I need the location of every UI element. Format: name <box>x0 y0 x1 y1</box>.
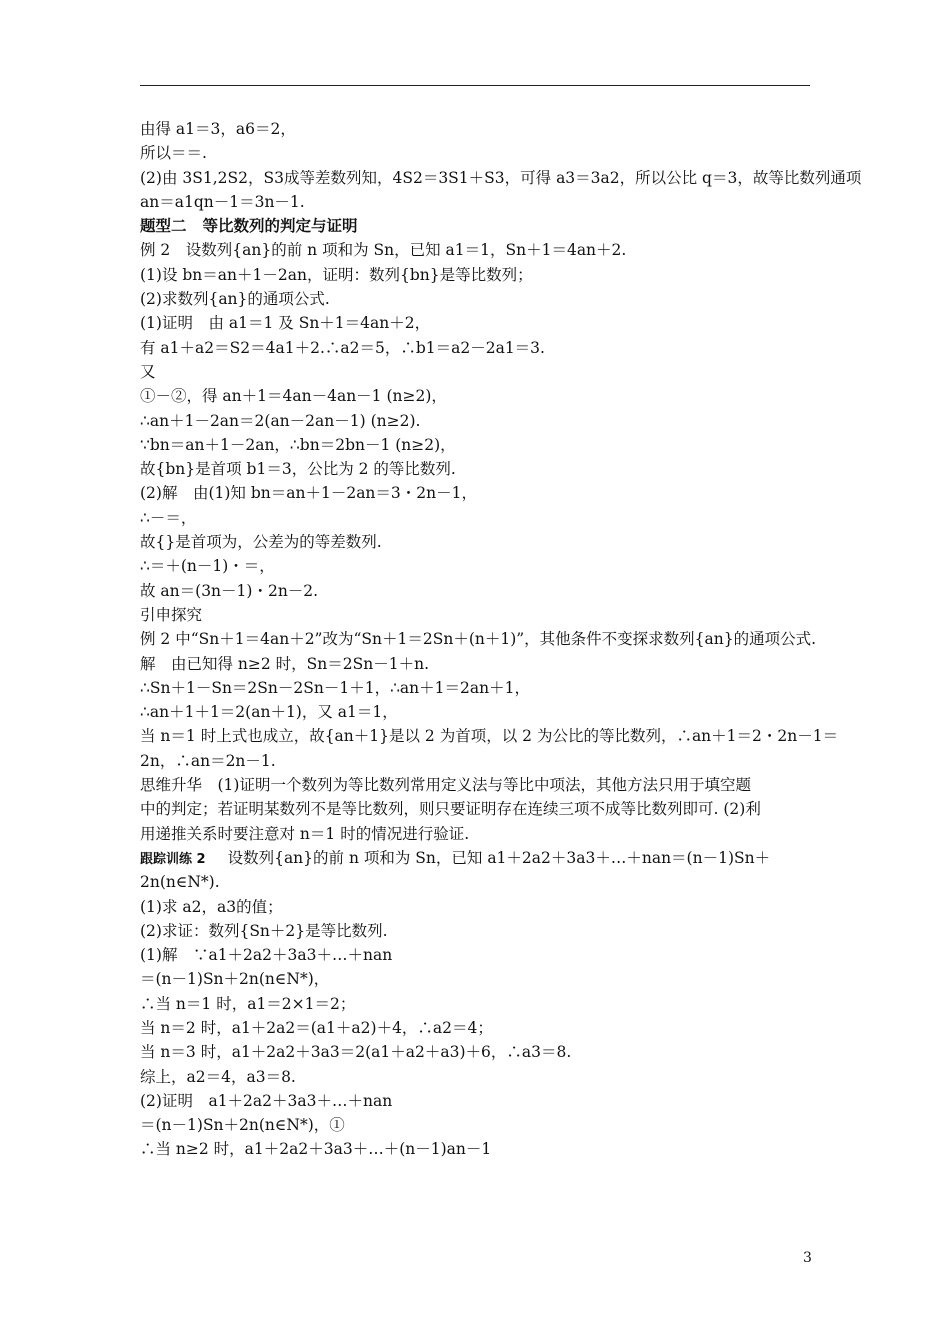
section-title: 等比数列的判定与证明 <box>202 216 358 236</box>
text-line: (2)求证：数列{Sn＋2}是等比数列. <box>140 921 388 940</box>
text-line: ＝(n－1)Sn＋2n(n∈N*)， <box>140 970 330 989</box>
text-line: ∴＝＋(n－1)・＝， <box>140 557 275 576</box>
text-line: ∴an＋1－2an＝2(an－2an－1) (n≥2). <box>140 411 421 430</box>
text-line: ∴－＝， <box>140 508 197 527</box>
text-line: 解 由已知得 n≥2 时，Sn＝2Sn－1＋n. <box>140 654 430 673</box>
text-line: (1)求 a2，a3的值； <box>140 897 283 916</box>
text-line: 例 2 中“Sn＋1＝4an＋2”改为“Sn＋1＝2Sn＋(n＋1)”，其他条件不变探求数列{an}的通项公式. <box>140 630 817 649</box>
text-line: 用递推关系时要注意对 n＝1 时的情况进行验证. <box>140 824 470 843</box>
text-line: 有 a1＋a2＝S2＝4a1＋2.∴a2＝5，∴b1＝a2－2a1＝3. <box>140 338 545 357</box>
text-line: 当 n＝1 时上式也成立，故{an＋1}是以 2 为首项，以 2 为公比的等比数列，∴an＋1＝2・2n－1＝ <box>140 727 839 746</box>
text-line: 所以＝＝. <box>140 144 207 163</box>
text-line: 又 <box>140 362 156 381</box>
text-line: ∴当 n≥2 时，a1＋2a2＋3a3＋…＋(n－1)an－1 <box>140 1140 492 1159</box>
text-line: 故{bn}是首项 b1＝3，公比为 2 的等比数列. <box>140 460 456 479</box>
text-line: 引申探究 <box>140 605 203 624</box>
text-line: (2)由 3S1,2S2，S3成等差数列知，4S2＝3S1＋S3，可得 a3＝3a2，所以公比 q＝3，故等比数列通项 <box>140 168 862 187</box>
text-line: ①－②，得 an＋1＝4an－4an－1 (n≥2)， <box>140 387 447 406</box>
text-line: 综上，a2＝4，a3＝8. <box>140 1067 296 1086</box>
text-line: 思维升华 (1)证明一个数列为等比数列常用定义法与等比中项法，其他方法只用于填空题 <box>140 776 751 795</box>
text-line: 当 n＝3 时，a1＋2a2＋3a3＝2(a1＋a2＋a3)＋6，∴a3＝8. <box>140 1043 572 1062</box>
text-line: ∴an＋1＋1＝2(an＋1)，又 a1＝1， <box>140 703 398 722</box>
text-line: (2)证明 a1＋2a2＋3a3＋…＋nan <box>140 1091 393 1110</box>
text-line: ∴当 n＝1 时，a1＝2×1＝2； <box>140 994 356 1013</box>
section-label: 题型二 <box>140 216 187 236</box>
text-line: 当 n＝2 时，a1＋2a2＝(a1＋a2)＋4，∴a2＝4； <box>140 1018 493 1037</box>
page-number: 3 <box>803 1250 812 1266</box>
text-line: ∴Sn＋1－Sn＝2Sn－2Sn－1＋1，∴an＋1＝2an＋1， <box>140 678 530 697</box>
text-line: ∵bn＝an＋1－2an，∴bn＝2bn－1 (n≥2)， <box>140 435 456 454</box>
text-line: 由得 a1＝3，a6＝2， <box>140 120 296 138</box>
text-line: (1)设 bn＝an＋1－2an，证明：数列{bn}是等比数列； <box>140 265 533 284</box>
text-line: (1)解 ∵a1＋2a2＋3a3＋…＋nan <box>140 946 393 965</box>
text-line: 2n(n∈N*). <box>140 873 220 892</box>
document-body <box>140 117 862 1162</box>
text-line: an＝a1qn－1＝3n－1. <box>140 192 305 211</box>
training-text: 设数列{an}的前 n 项和为 Sn，已知 a1＋2a2＋3a3＋…＋nan＝(n－1)Sn＋ <box>227 848 771 867</box>
text-line: (2)解 由(1)知 bn＝an＋1－2an＝3・2n－1， <box>140 484 477 503</box>
text-line: 2n，∴an＝2n－1. <box>140 751 276 770</box>
text-line: 中的判定；若证明某数列不是等比数列，则只要证明存在连续三项不成等比数列即可. (2)利 <box>140 800 761 819</box>
text-line: (2)求数列{an}的通项公式. <box>140 290 330 309</box>
text-line: 故 an＝(3n－1)・2n－2. <box>140 581 319 600</box>
text-line: 例 2 设数列{an}的前 n 项和为 Sn，已知 a1＝1，Sn＋1＝4an＋2. <box>140 241 627 260</box>
text-line: (1)证明 由 a1＝1 及 Sn＋1＝4an＋2， <box>140 314 431 333</box>
training-line <box>140 846 820 870</box>
text-line: 故{}是首项为，公差为的等差数列. <box>140 533 382 552</box>
header-rule <box>140 85 810 86</box>
training-tag: 跟踪训练 2 <box>140 851 206 867</box>
text-line: ＝(n－1)Sn＋2n(n∈N*)，① <box>140 1116 345 1135</box>
section-heading <box>140 214 820 238</box>
